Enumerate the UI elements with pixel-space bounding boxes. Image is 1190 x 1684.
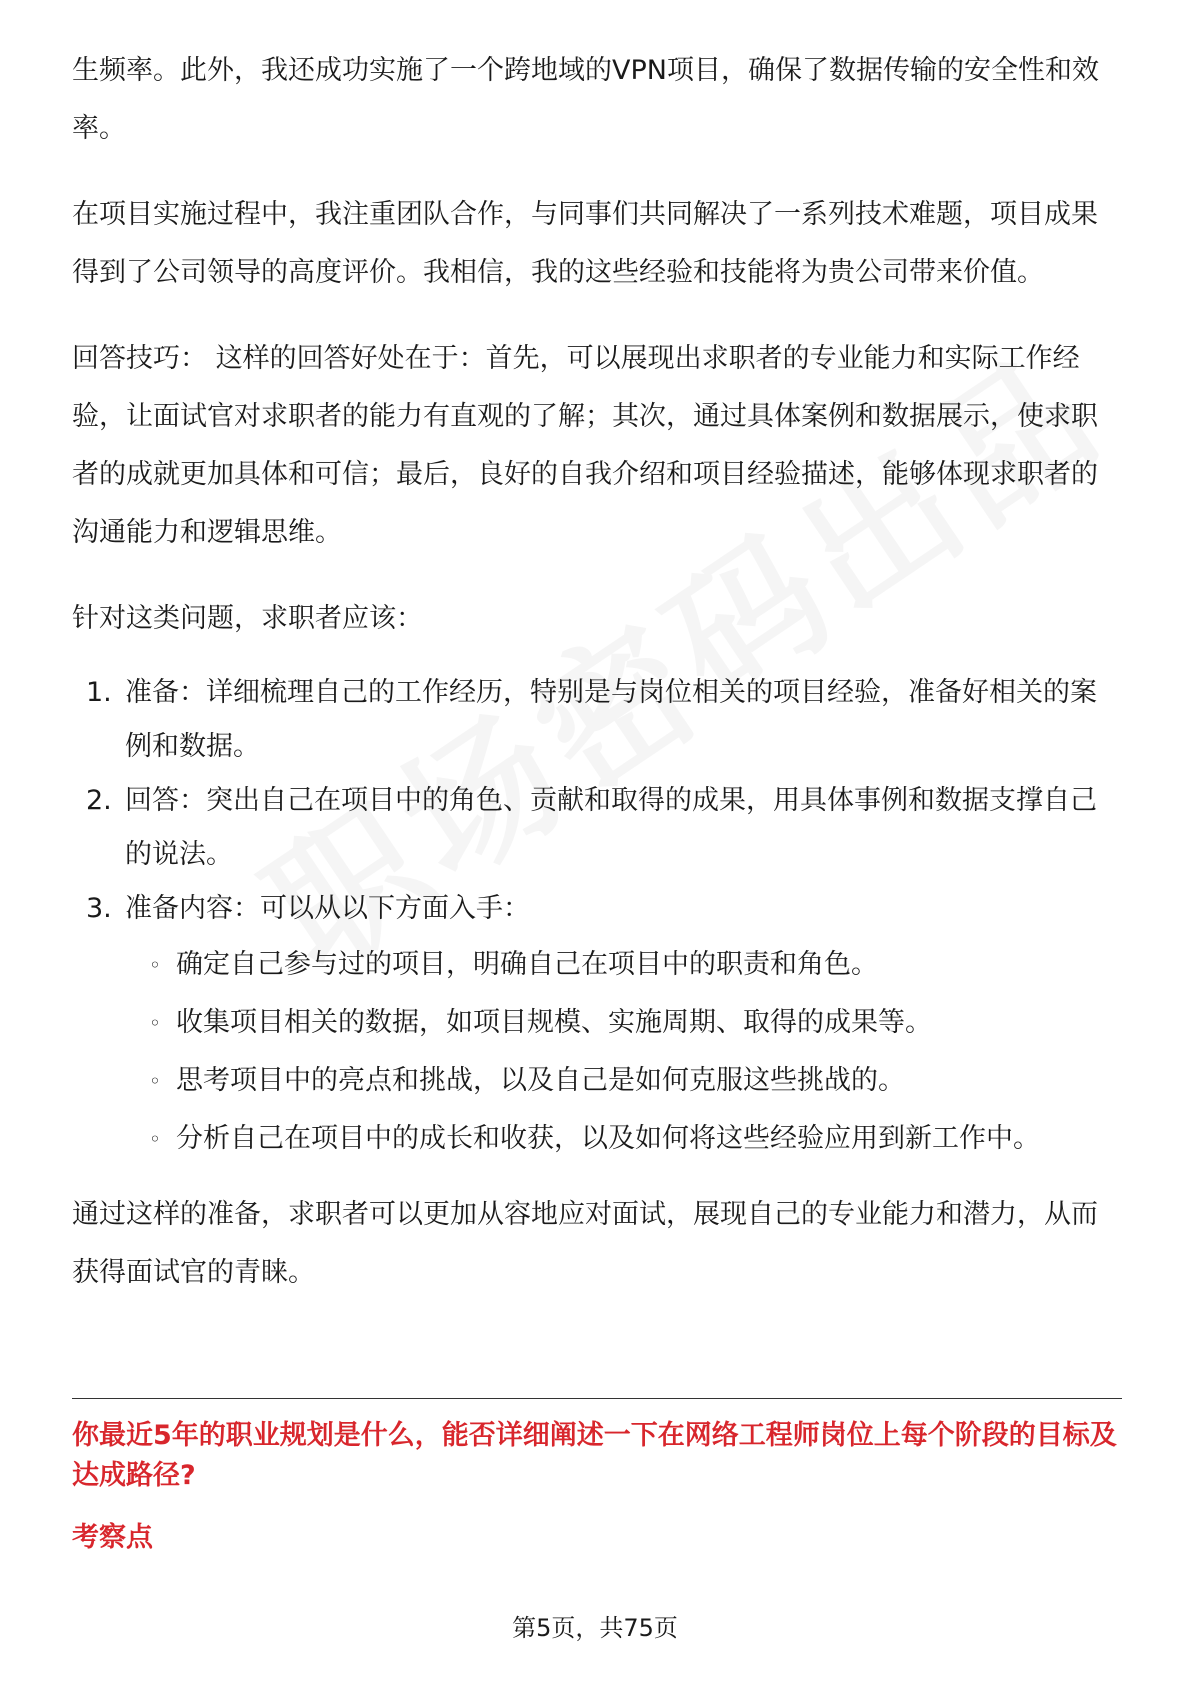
section-label-focus: 考察点 — [72, 1522, 153, 1553]
steps-list — [72, 666, 1122, 1168]
sub-item-text: 思考项目中的亮点和挑战，以及自己是如何克服这些挑战的。 — [176, 1065, 905, 1096]
section-divider — [72, 1398, 1122, 1399]
page-footer: 第5页，共75页 — [512, 1614, 678, 1642]
paragraph-answer-tips: 回答技巧： 这样的回答好处在于：首先，可以展现出求职者的专业能力和实际工作经验，让面试官对求职者的能力有直观的了解；其次，通过具体案例和数据展示，使求职者的成就更加具体和可信；最后，良好的自我介绍和项目经验描述，能够体现求职者的沟通能力和逻辑思维。 — [72, 343, 1098, 548]
sub-item — [125, 994, 1122, 1052]
step-text: 准备内容：可以从以下方面入手： — [125, 893, 530, 924]
paragraph-conclusion: 通过这样的准备，求职者可以更加从容地应对面试，展现自己的专业能力和潜力，从而获得面试官的青睐。 — [72, 1199, 1098, 1288]
bullet-icon: ◦ — [149, 953, 161, 977]
sub-item — [125, 1052, 1122, 1110]
step-text: 准备：详细梳理自己的工作经历，特别是与岗位相关的项目经验，准备好相关的案例和数据。 — [125, 677, 1097, 762]
sub-item — [125, 936, 1122, 994]
bullet-icon: ◦ — [149, 1011, 161, 1035]
step-item — [72, 882, 1122, 1168]
bullet-icon: ◦ — [149, 1127, 161, 1151]
paragraph-should-do: 针对这类问题，求职者应该： — [72, 603, 423, 634]
next-question-heading: 你最近5年的职业规划是什么，能否详细阐述一下在网络工程师岗位上每个阶段的目标及达成路径? — [72, 1420, 1117, 1491]
bullet-icon: ◦ — [149, 1069, 161, 1093]
step-number: 1. — [86, 677, 112, 708]
sub-item-text: 确定自己参与过的项目，明确自己在项目中的职责和角色。 — [176, 949, 878, 980]
sub-item-text: 收集项目相关的数据，如项目规模、实施周期、取得的成果等。 — [176, 1007, 932, 1038]
step-item — [72, 774, 1122, 882]
sub-item — [125, 1110, 1122, 1168]
step-item — [72, 666, 1122, 774]
step-text: 回答：突出自己在项目中的角色、贡献和取得的成果，用具体事例和数据支撑自己的说法。 — [125, 785, 1097, 870]
sub-item-text: 分析自己在项目中的成长和收获，以及如何将这些经验应用到新工作中。 — [176, 1123, 1040, 1154]
paragraph-vpn-project: 生频率。此外，我还成功实施了一个跨地域的VPN项目，确保了数据传输的安全性和效率。 — [72, 55, 1099, 144]
paragraph-teamwork: 在项目实施过程中，我注重团队合作，与同事们共同解决了一系列技术难题，项目成果得到了公司领导的高度评价。我相信，我的这些经验和技能将为贵公司带来价值。 — [72, 199, 1098, 288]
sub-list — [125, 936, 1122, 1168]
step-number: 2. — [86, 785, 112, 816]
step-number: 3. — [86, 893, 112, 924]
page-body — [72, 42, 1122, 1302]
